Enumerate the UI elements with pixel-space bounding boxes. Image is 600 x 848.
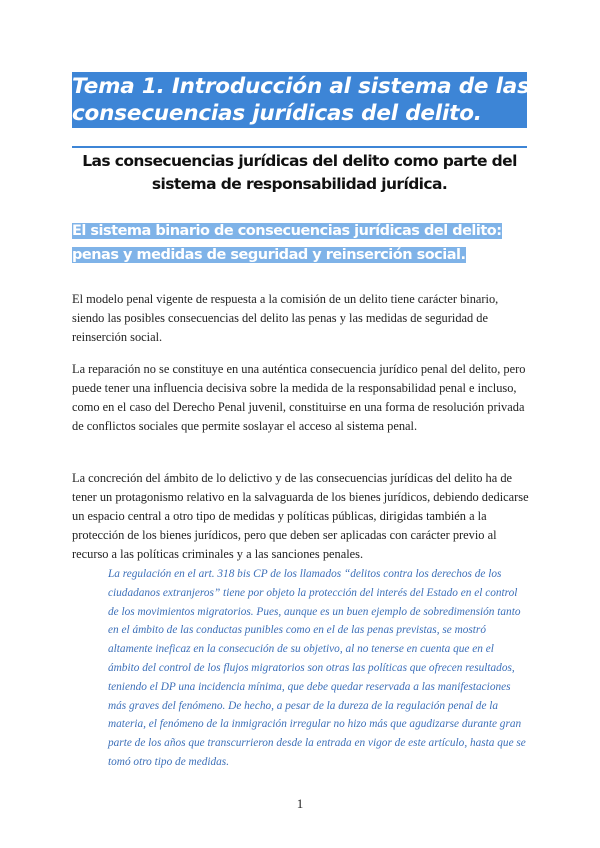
quoted-example-block: La regulación en el art. 318 bis CP de los llamados “delitos contra los derechos de los ciudadanos extranjeros” tiene por objeto la protección del interés del Estado en el control de los movimientos migratorios. Pues, aunque es un buen ejemplo de sobredimensión tanto en el ámbito de las conductas punibles como en el de las penas previstas, se mostró altamente ineficaz en la consecución de su objetivo, al no tenerse en cuenta que en el ámbito del control de los flujos migratorios son otras las políticas que ofrecen resultados, teniendo el DP una incidencia mínima, que debe quedar reservada a las manifestaciones más graves del fenómeno. De hecho, a pesar de la dureza de la regulación penal de la materia, el fenómeno de la inmigración irregular no hizo más que agudizarse durante gran parte de los años que transcurrieron desde la entrada en vigor de este artículo, hasta que se tomó otro tipo de medidas. [108, 568, 526, 768]
paragraph-reparation: La reparación no se constituye en una auténtica consecuencia jurídico penal del delito, pero puede tener una influencia decisiva sobre la medida de la responsabilidad penal e incluso, como en el caso del Derecho Penal juvenil, constituirse en una forma de resolución privada de conflictos sociales que permite soslayar el acceso al sistema penal. [72, 362, 526, 433]
section-divider-line [72, 146, 527, 148]
page-number: 1 [296, 796, 304, 811]
subsection-heading-block [72, 219, 532, 267]
paragraph-binary-model: El modelo penal vigente de respuesta a la comisión de un delito tiene carácter binario, siendo las posibles consecuencias del delito las penas y las medidas de seguridad de reinserción social. [72, 292, 499, 344]
paragraph-scope: La concreción del ámbito de lo delictivo y de las consecuencias jurídicas del delito ha de tener un protagonismo relativo en la salvaguarda de los bienes jurídicos, debiendo dedicarse un espacio central a otro tipo de medidas y políticas públicas, dirigidas también a la protección de los bienes jurídicos, pero que deben ser aplicadas con carácter previo al recurso a las políticas criminales y a las sanciones penales. [72, 471, 529, 561]
subsection-heading: El sistema binario de consecuencias jurídicas del delito: penas y medidas de seguridad y reinserción social. [72, 223, 502, 263]
section-heading: Las consecuencias jurídicas del delito como parte del sistema de responsabilidad jurídica. [82, 152, 517, 193]
page-title: Tema 1. Introducción al sistema de las consecuencias jurídicas del delito. [72, 74, 530, 126]
